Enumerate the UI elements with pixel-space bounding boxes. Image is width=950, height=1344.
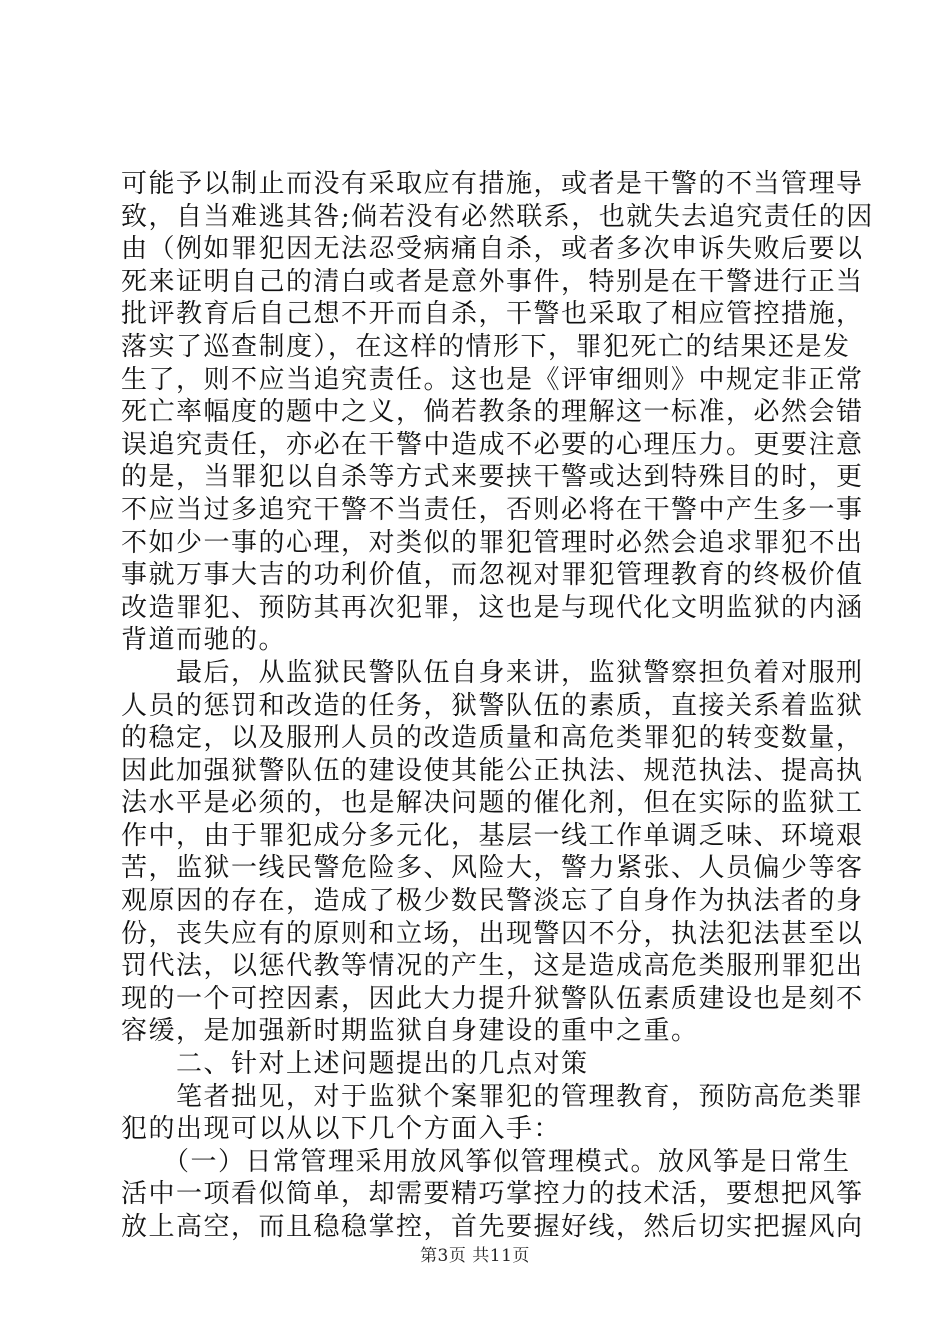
text-line: 事就万事大吉的功利价值，而忽视对罪犯管理教育的终极价值 <box>121 560 864 591</box>
text-line: 作中，由于罪犯成分多元化，基层一线工作单调乏味、环境艰 <box>121 820 864 851</box>
text-line: 改造罪犯、预防其再次犯罪，这也是与现代化文明监狱的内涵 <box>121 592 864 623</box>
text-line: 因此加强狱警队伍的建设使其能公正执法、规范执法、提高执 <box>121 755 864 786</box>
text-line: 犯的出现可以从以下几个方面入手： <box>121 1114 562 1145</box>
text-line: 死来证明自己的清白或者是意外事件，特别是在干警进行正当 <box>121 266 864 297</box>
text-line: 背道而驰的。 <box>121 625 287 656</box>
text-line: 批评教育后自己想不开而自杀，干警也采取了相应管控措施， <box>121 299 864 330</box>
text-line: 笔者拙见，对于监狱个案罪犯的管理教育，预防高危类罪 <box>121 1081 864 1112</box>
text-line: 法水平是必须的，也是解决问题的催化剂，但在实际的监狱工 <box>121 788 864 819</box>
body-text <box>121 168 874 1244</box>
text-line: 生了，则不应当追究责任。这也是《评审细则》中规定非正常 <box>121 364 864 395</box>
text-line: 份，丧失应有的原则和立场，出现警囚不分，执法犯法甚至以 <box>121 918 864 949</box>
text-line: （一）日常管理采用放风筝似管理模式。放风筝是日常生 <box>121 1146 851 1177</box>
page-footer: 第3页 共11页 <box>420 1246 530 1266</box>
text-line: 误追究责任，亦必在干警中造成不必要的心理压力。更要注意 <box>121 429 864 460</box>
text-line: 可能予以制止而没有采取应有措施，或者是干警的不当管理导 <box>121 169 864 199</box>
text-line: 现的一个可控因素，因此大力提升狱警队伍素质建设也是刻不 <box>121 983 864 1014</box>
text-line: 二、针对上述问题提出的几点对策 <box>121 1049 589 1080</box>
text-line: 的是，当罪犯以自杀等方式来要挟干警或达到特殊目的时，更 <box>121 462 864 493</box>
text-line: 容缓，是加强新时期监狱自身建设的重中之重。 <box>121 1016 699 1047</box>
text-line: 人员的惩罚和改造的任务，狱警队伍的素质，直接关系着监狱 <box>121 690 864 721</box>
text-line: 最后，从监狱民警队伍自身来讲，监狱警察担负着对服刑 <box>121 657 864 688</box>
text-line: 由（例如罪犯因无法忍受病痛自杀，或者多次申诉失败后要以 <box>121 234 864 265</box>
text-line: 不应当过多追究干警不当责任，否则必将在干警中产生多一事 <box>121 494 864 525</box>
text-line: 致，自当难逃其咎;倘若没有必然联系，也就失去追究责任的因 <box>121 201 874 232</box>
text-line: 放上高空，而且稳稳掌控，首先要握好线，然后切实把握风向 <box>121 1212 864 1242</box>
text-line: 不如少一事的心理，对类似的罪犯管理时必然会追求罪犯不出 <box>121 527 864 558</box>
text-line: 苦，监狱一线民警危险多、风险大，警力紧张、人员偏少等客 <box>121 853 864 884</box>
text-line: 落实了巡查制度），在这样的情形下，罪犯死亡的结果还是发 <box>121 331 851 362</box>
text-line: 死亡率幅度的题中之义，倘若教条的理解这一标准，必然会错 <box>121 397 864 428</box>
text-line: 活中一项看似简单，却需要精巧掌控力的技术活，要想把风筝 <box>121 1179 864 1210</box>
text-line: 观原因的存在，造成了极少数民警淡忘了自身作为执法者的身 <box>121 886 864 917</box>
text-line: 罚代法，以惩代教等情况的产生，这是造成高危类服刑罪犯出 <box>121 951 864 982</box>
text-line: 的稳定，以及服刑人员的改造质量和高危类罪犯的转变数量， <box>121 723 864 754</box>
